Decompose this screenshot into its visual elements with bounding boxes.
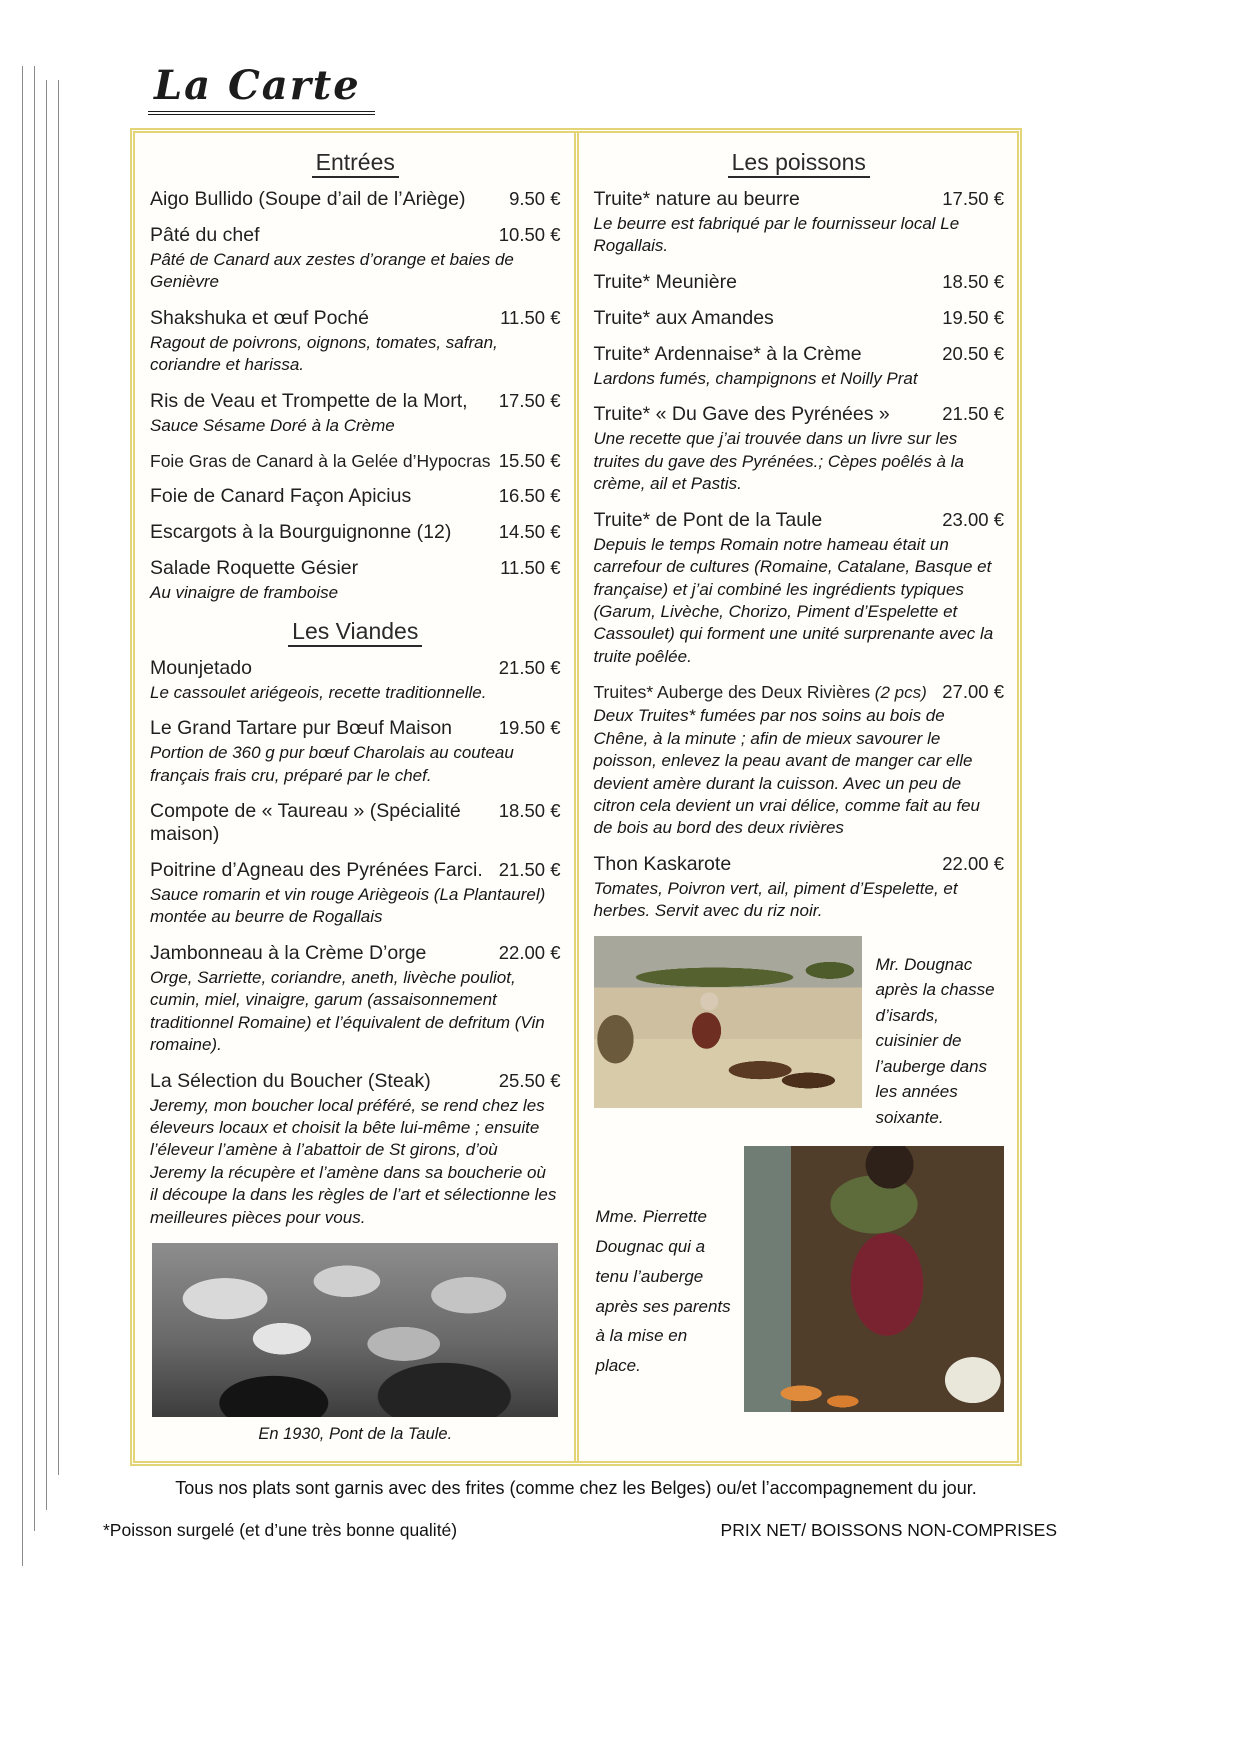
item-name: Ris de Veau et Trompette de la Mort,	[150, 389, 468, 412]
menu-item	[150, 521, 561, 544]
item-price: 18.50 €	[942, 270, 1004, 292]
item-desc: Sauce romarin et vin rouge Ariègeois (La Plantaurel) montée au beurre de Rogallais	[150, 884, 546, 927]
item-desc: Depuis le temps Romain notre hameau était un carrefour de cultures (Romaine, Catalane, Basque et française) et j’ai combiné les ingrédients typiques (Garum, Livèche, Chorizo, Piment d’Espelette et Cassoulet) qui forment une unité surprenante avec la truite poêlée.	[593, 534, 994, 666]
menu-item	[150, 717, 561, 787]
item-name: La Sélection du Boucher (Steak)	[150, 1069, 431, 1092]
item-price: 16.50 €	[498, 485, 561, 507]
item-desc: Orge, Sarriette, coriandre, aneth, livèche pouliot, cumin, miel, vinaigre, garum (assaisonnement traditionnel Romaine) et l’équivalent de defritum (Vin romaine).	[150, 967, 545, 1055]
item-price: 11.50 €	[500, 557, 561, 579]
item-desc: Au vinaigre de framboise	[150, 583, 339, 603]
menu-column-left	[135, 133, 574, 1461]
item-price: 19.50 €	[498, 717, 561, 739]
item-name: Escargots à la Bourguignonne (12)	[150, 521, 452, 544]
menu-item	[594, 509, 1005, 669]
item-desc: Pâté de Canard aux zestes d’orange et baies de Genièvre	[150, 250, 514, 292]
menu-item	[150, 1070, 561, 1230]
item-name: Truite* aux Amandes	[593, 306, 774, 329]
section-title: Les poissons	[728, 149, 870, 178]
menu-item	[150, 485, 561, 508]
section-heading-poissons	[594, 149, 1005, 176]
menu-item	[150, 657, 561, 704]
footnotes	[103, 1520, 1057, 1541]
item-name: Aigo Bullido (Soupe d’ail de l’Ariège)	[150, 188, 466, 210]
item-price: 14.50 €	[498, 521, 561, 543]
item-name: Poitrine d’Agneau des Pyrénées Farci.	[150, 858, 483, 881]
item-name: Salade Roquette Gésier	[150, 557, 359, 580]
menu-item	[150, 390, 561, 437]
margin-rule	[22, 66, 23, 1566]
item-price: 25.50 €	[498, 1069, 561, 1091]
menu-item	[150, 307, 561, 377]
menu-item	[150, 188, 561, 211]
item-name: Truite* Meunière	[593, 270, 737, 293]
item-name-suffix: (2 pcs)	[870, 683, 927, 703]
menu-item	[150, 450, 561, 472]
margin-rule	[46, 80, 47, 1510]
menu-item	[150, 557, 561, 604]
section-viandes	[150, 618, 561, 1230]
item-price: 11.50 €	[500, 306, 561, 328]
margin-rule	[34, 66, 35, 1531]
menu-item	[594, 307, 1005, 330]
item-price: 23.00 €	[942, 508, 1004, 530]
item-name: Foie de Canard Façon Apicius	[150, 485, 412, 508]
menu-item	[594, 188, 1005, 258]
item-price: 21.50 €	[942, 403, 1004, 425]
item-desc: Sauce Sésame Doré à la Crème	[150, 415, 395, 435]
item-price: 27.00 €	[942, 681, 1004, 703]
item-price: 9.50 €	[509, 188, 561, 209]
item-desc: Ragout de poivrons, oignons, tomates, safran, coriandre et harissa.	[150, 332, 498, 375]
item-desc: Tomates, Poivron vert, ail, piment d’Espelette, et herbes. Servit avec du riz noir.	[593, 878, 958, 921]
menu-item	[150, 800, 561, 846]
item-name: Thon Kaskarote	[593, 852, 732, 875]
item-price: 10.50 €	[498, 224, 561, 245]
menu-item	[594, 271, 1005, 294]
item-name: Shakshuka et œuf Poché	[150, 306, 369, 329]
item-price: 22.00 €	[942, 852, 1004, 874]
section-heading-viandes	[150, 618, 561, 645]
section-title: Les Viandes	[288, 618, 422, 647]
menu-item	[594, 853, 1005, 923]
item-desc: Une recette que j’ai trouvée dans un livre sur les truites du gave des Pyrénées.; Cèpes poêlés à la crème, ail et Pastis.	[593, 429, 964, 494]
photo-row-hunter	[594, 936, 1005, 1131]
photo-hunter-caption: Mr. Dougnac après la chasse d’isards, cuisinier de l’auberge dans les années soixante.	[875, 954, 995, 1127]
photo-row-cook	[594, 1146, 1005, 1412]
item-desc: Lardons fumés, champignons et Noilly Prat	[593, 368, 918, 388]
item-price: 21.50 €	[498, 858, 561, 880]
photo-village	[152, 1243, 558, 1417]
item-desc: Portion de 360 g pur bœuf Charolais au couteau français frais cru, préparé par le chef.	[150, 743, 514, 785]
item-price: 15.50 €	[498, 450, 561, 472]
item-desc: Deux Truites* fumées par nos soins au bois de Chêne, à la minute ; afin de mieux savourer le poisson, enlevez la peau avant de manger car elle devient amère durant la cuisson. Avec un peu de citron cela devient un vrai délice, comme fait au feu de bois au bord des deux rivières	[593, 706, 980, 838]
item-name: Compote de « Taureau » (Spécialité maison)	[150, 799, 461, 845]
menu-item	[594, 343, 1005, 390]
title-wrap	[148, 62, 375, 109]
item-name: Truite* de Pont de la Taule	[593, 508, 823, 531]
item-name: Foie Gras de Canard à la Gelée d’Hypocras	[150, 451, 491, 472]
menu-item	[594, 681, 1005, 840]
item-name: Mounjetado	[150, 656, 252, 679]
item-name: Truite* « Du Gave des Pyrénées »	[593, 403, 890, 426]
photo-hunter	[594, 936, 862, 1108]
menu-item	[150, 859, 561, 929]
item-price: 21.50 €	[498, 656, 561, 678]
photo-cook-caption: Mme. Pierrette Dougnac qui a tenu l’auberge après ses parents à la mise en place.	[595, 1207, 731, 1375]
item-desc: Le beurre est fabriqué par le fournisseur local Le Rogallais.	[593, 214, 960, 256]
section-entrees	[150, 149, 561, 605]
section-heading-entrees	[150, 149, 561, 176]
menu-item	[150, 224, 561, 294]
item-name: Truite* Ardennaise* à la Crème	[593, 342, 862, 365]
item-desc: Le cassoulet ariégeois, recette traditionnelle.	[150, 682, 487, 702]
item-name: Pâté du chef	[150, 224, 260, 246]
item-desc: Jeremy, mon boucher local préféré, se rend chez les éleveurs locaux et choisit la bête lui-même ; ensuite l’éleveur l’amène à l’abattoir de St girons, d’où Jeremy la récupère et l’amène dans sa boucherie où il découpe la dans les règles de l’art et sélectionne les meilleures pièces pour vous.	[150, 1095, 557, 1227]
photo-village-caption: En 1930, Pont de la Taule.	[258, 1425, 453, 1444]
menu-column-right	[579, 133, 1018, 1461]
menu-item	[594, 403, 1005, 495]
item-price: 17.50 €	[498, 389, 561, 411]
menu-item	[150, 942, 561, 1057]
section-poissons	[594, 149, 1005, 923]
garnish-note: Tous nos plats sont garnis avec des frites (comme chez les Belges) ou/et l’accompagnement du jour.	[175, 1478, 977, 1498]
photo-cook	[744, 1146, 1005, 1412]
item-price: 18.50 €	[498, 799, 561, 821]
item-price: 17.50 €	[942, 188, 1004, 209]
item-name: Jambonneau à la Crème D’orge	[150, 941, 427, 964]
item-price: 20.50 €	[942, 342, 1004, 364]
item-name: Truites* Auberge des Deux Rivières (2 pcs)	[593, 682, 927, 703]
page-title: La Carte	[148, 62, 375, 115]
item-name: Le Grand Tartare pur Bœuf Maison	[150, 717, 453, 740]
margin-rule	[58, 80, 59, 1475]
menu-box	[130, 128, 1022, 1466]
footnote-prix-net: PRIX NET/ BOISSONS NON-COMPRISES	[720, 1520, 1057, 1540]
item-price: 22.00 €	[498, 941, 561, 963]
item-price: 19.50 €	[942, 306, 1004, 328]
section-title: Entrées	[312, 149, 399, 178]
item-name: Truite* nature au beurre	[593, 188, 800, 210]
footnote-frozen-fish: *Poisson surgelé (et d’une très bonne qualité)	[103, 1520, 458, 1540]
